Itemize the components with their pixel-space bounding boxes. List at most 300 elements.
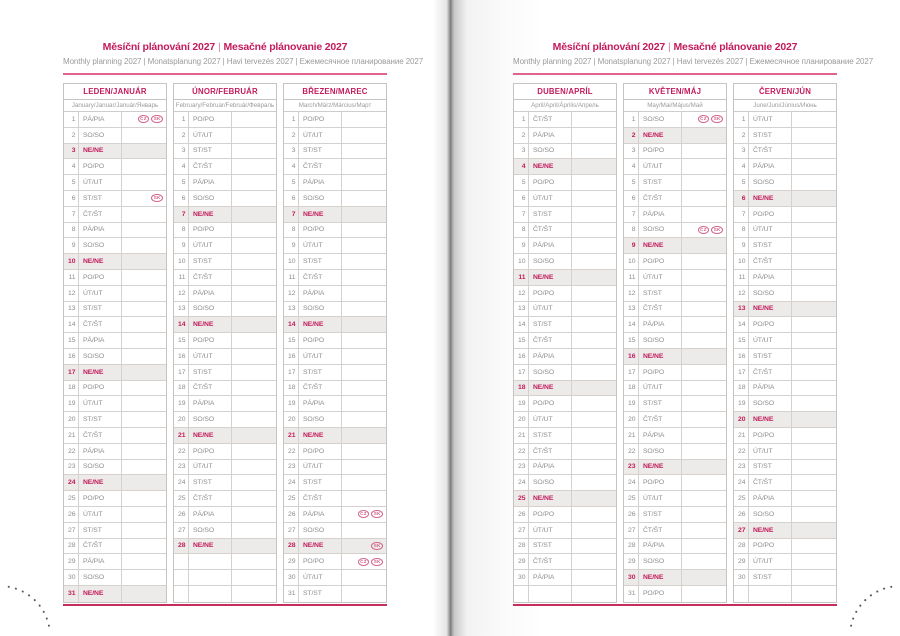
day-name: ČT/ŠT: [299, 381, 342, 396]
notes-cell: [122, 491, 166, 506]
day-row: [64, 475, 166, 491]
day-name: SO/SO: [529, 365, 572, 380]
day-row: [624, 333, 726, 349]
day-number: 21: [624, 428, 639, 443]
notes-cell: [342, 159, 386, 174]
day-row: [734, 128, 836, 144]
notes-cell: [122, 428, 166, 443]
day-name: PO/PO: [639, 144, 682, 159]
month-name: ÚNOR/FEBRUÁR: [174, 84, 276, 100]
notes-cell: [682, 286, 726, 301]
notes-cell: [122, 396, 166, 411]
day-row: [174, 128, 276, 144]
day-number: 28: [284, 539, 299, 554]
notes-cell: [572, 460, 616, 475]
month-column-2: [173, 83, 277, 603]
day-row: [64, 270, 166, 286]
notes-cell: [122, 270, 166, 285]
notes-cell: [572, 144, 616, 159]
day-number: 27: [64, 523, 79, 538]
notes-cell: [572, 475, 616, 490]
day-name: ST/ST: [749, 238, 792, 253]
day-number: 17: [514, 365, 529, 380]
day-name: PO/PO: [749, 317, 792, 332]
day-name: ČT/ŠT: [639, 302, 682, 317]
day-number: 27: [624, 523, 639, 538]
day-number: 27: [734, 523, 749, 538]
title-slovak: Mesačné plánovanie 2027: [223, 41, 348, 53]
day-name: PÁ/PIA: [299, 507, 342, 522]
day-number: 23: [284, 460, 299, 475]
empty-row: [734, 586, 836, 602]
day-number: 22: [284, 444, 299, 459]
day-number: 23: [734, 460, 749, 475]
empty-row: [174, 586, 276, 602]
day-row: [284, 570, 386, 586]
day-name: PO/PO: [639, 365, 682, 380]
day-number: 24: [624, 475, 639, 490]
day-name: PÁ/PIA: [529, 238, 572, 253]
day-row: [514, 491, 616, 507]
notes-cell: [342, 460, 386, 475]
day-number: 1: [174, 112, 189, 127]
day-number: 2: [64, 128, 79, 143]
day-number: 11: [734, 270, 749, 285]
day-number: 14: [624, 317, 639, 332]
day-row: [284, 428, 386, 444]
notes-cell: [342, 333, 386, 348]
day-row: [514, 539, 616, 555]
day-number: 5: [64, 175, 79, 190]
day-number: 15: [64, 333, 79, 348]
day-name: SO/SO: [639, 333, 682, 348]
day-number: 11: [284, 270, 299, 285]
day-name: NE/NE: [529, 381, 572, 396]
page-right: [450, 0, 900, 636]
day-number: 19: [734, 396, 749, 411]
holiday-badge-cz: CZ: [698, 115, 710, 123]
month-rows: [624, 112, 726, 602]
day-number: 5: [174, 175, 189, 190]
day-number: 28: [734, 539, 749, 554]
notes-cell: [342, 554, 386, 569]
day-name: PÁ/PIA: [529, 128, 572, 143]
day-row: [64, 523, 166, 539]
day-row: [624, 128, 726, 144]
notes-cell: [572, 286, 616, 301]
notes-cell: [572, 270, 616, 285]
day-number: 7: [284, 207, 299, 222]
notes-cell: [232, 270, 276, 285]
notes-cell: [792, 539, 836, 554]
day-row: [284, 128, 386, 144]
notes-cell: [122, 144, 166, 159]
notes-cell: [232, 460, 276, 475]
notes-cell: [792, 144, 836, 159]
notes-cell: [232, 112, 276, 127]
day-name: SO/SO: [299, 523, 342, 538]
title-slovak: Mesačné plánovanie 2027: [673, 41, 798, 53]
day-row: [64, 207, 166, 223]
day-number: 19: [514, 396, 529, 411]
day-row: [624, 412, 726, 428]
holiday-badge-sk: SK: [151, 194, 163, 202]
day-row: [734, 207, 836, 223]
day-number: 13: [514, 302, 529, 317]
title-divider-rule: [63, 73, 387, 75]
day-row: [514, 302, 616, 318]
day-row: [734, 159, 836, 175]
notes-cell: [122, 554, 166, 569]
day-number: 25: [514, 491, 529, 506]
day-number: 8: [64, 223, 79, 238]
day-row: [284, 475, 386, 491]
day-number: 6: [284, 191, 299, 206]
day-number: 9: [514, 238, 529, 253]
day-row: [174, 365, 276, 381]
day-row: [64, 539, 166, 555]
day-number: 26: [734, 507, 749, 522]
day-row: [624, 570, 726, 586]
notes-cell: [342, 365, 386, 380]
day-row: [174, 475, 276, 491]
day-number: 22: [514, 444, 529, 459]
day-name: ČT/ŠT: [189, 381, 232, 396]
day-row: [284, 238, 386, 254]
notes-cell: [572, 554, 616, 569]
day-name: ČT/ŠT: [749, 144, 792, 159]
day-number: 25: [624, 491, 639, 506]
day-name: PÁ/PIA: [189, 396, 232, 411]
day-row: [734, 491, 836, 507]
day-name: PO/PO: [299, 444, 342, 459]
notes-cell: [682, 491, 726, 506]
notes-cell: [232, 381, 276, 396]
notes-cell: [342, 570, 386, 585]
day-name: ČT/ŠT: [529, 223, 572, 238]
day-name: SO/SO: [529, 254, 572, 269]
day-number: 27: [174, 523, 189, 538]
day-number: 8: [514, 223, 529, 238]
notes-cell: [792, 412, 836, 427]
day-name: PO/PO: [79, 491, 122, 506]
day-name: ÚT/UT: [639, 159, 682, 174]
day-name: SO/SO: [299, 412, 342, 427]
day-row: [64, 460, 166, 476]
day-number: 4: [624, 159, 639, 174]
day-name: ST/ST: [79, 523, 122, 538]
notes-cell: [232, 207, 276, 222]
day-number: 8: [624, 223, 639, 238]
day-number: 10: [64, 254, 79, 269]
day-name: ST/ST: [79, 302, 122, 317]
day-name: SO/SO: [639, 444, 682, 459]
day-number: 24: [514, 475, 529, 490]
day-name: ST/ST: [749, 128, 792, 143]
day-number: 20: [624, 412, 639, 427]
day-name: NE/NE: [299, 207, 342, 222]
day-number: 17: [284, 365, 299, 380]
month-subname: June/Juni/Június/Июнь: [734, 100, 836, 112]
notes-cell: [792, 381, 836, 396]
day-name: ÚT/UT: [79, 507, 122, 522]
day-row: [624, 270, 726, 286]
notes-cell: [682, 254, 726, 269]
day-name: PÁ/PIA: [79, 444, 122, 459]
day-row: [174, 333, 276, 349]
day-row: [624, 381, 726, 397]
day-row: [734, 254, 836, 270]
notes-cell: [682, 523, 726, 538]
day-number: 11: [514, 270, 529, 285]
day-number: 7: [734, 207, 749, 222]
day-row: [284, 396, 386, 412]
day-number: 10: [734, 254, 749, 269]
day-name: NE/NE: [749, 302, 792, 317]
notes-cell: [792, 365, 836, 380]
notes-cell: [572, 396, 616, 411]
day-name: SO/SO: [79, 460, 122, 475]
day-row: [64, 159, 166, 175]
notes-cell: [572, 444, 616, 459]
month-subname: February/Februar/Február/Февраль: [174, 100, 276, 112]
day-name: ST/ST: [79, 412, 122, 427]
day-name: [189, 570, 232, 585]
notes-cell: [792, 475, 836, 490]
day-number: 30: [64, 570, 79, 585]
day-row: [734, 396, 836, 412]
notes-cell: [682, 460, 726, 475]
day-name: ČT/ŠT: [79, 317, 122, 332]
notes-cell: [792, 444, 836, 459]
notes-cell: [792, 175, 836, 190]
day-name: ST/ST: [299, 144, 342, 159]
day-name: NE/NE: [299, 317, 342, 332]
day-row: [624, 302, 726, 318]
day-name: NE/NE: [79, 365, 122, 380]
holiday-badge-sk: SK: [371, 558, 383, 566]
day-row: [514, 412, 616, 428]
notes-cell: [342, 302, 386, 317]
day-number: 6: [624, 191, 639, 206]
day-row: [64, 396, 166, 412]
day-name: ST/ST: [299, 365, 342, 380]
day-row: [734, 365, 836, 381]
day-name: ST/ST: [299, 586, 342, 602]
day-number: 14: [284, 317, 299, 332]
notes-cell: [342, 428, 386, 443]
month-subname: April/April/Április/Апрель: [514, 100, 616, 112]
day-number: 5: [624, 175, 639, 190]
day-number: 28: [514, 539, 529, 554]
day-name: ST/ST: [639, 507, 682, 522]
day-number: 29: [284, 554, 299, 569]
day-number: 16: [64, 349, 79, 364]
day-number: 12: [514, 286, 529, 301]
day-name: PÁ/PIA: [79, 223, 122, 238]
month-name: DUBEN/APRÍL: [514, 84, 616, 100]
day-number: 5: [284, 175, 299, 190]
notes-cell: [232, 396, 276, 411]
day-number: 24: [734, 475, 749, 490]
day-name: NE/NE: [639, 460, 682, 475]
day-name: ČT/ŠT: [299, 159, 342, 174]
day-row: [734, 523, 836, 539]
notes-cell: [682, 586, 726, 602]
notes-cell: [792, 238, 836, 253]
day-row: [284, 159, 386, 175]
day-number: 15: [514, 333, 529, 348]
notes-cell: [342, 128, 386, 143]
month-rows: [174, 112, 276, 602]
day-name: SO/SO: [639, 223, 682, 238]
day-row: [734, 270, 836, 286]
day-number: 21: [174, 428, 189, 443]
day-number: 11: [174, 270, 189, 285]
day-row: [284, 254, 386, 270]
notes-cell: [572, 238, 616, 253]
day-number: 19: [174, 396, 189, 411]
notes-cell: [342, 175, 386, 190]
day-number: 9: [64, 238, 79, 253]
day-row: [284, 507, 386, 523]
notes-cell: [682, 333, 726, 348]
day-name: SO/SO: [529, 475, 572, 490]
notes-cell: [232, 570, 276, 585]
day-row: [734, 460, 836, 476]
day-name: ST/ST: [79, 191, 122, 206]
month-rows: [64, 112, 166, 602]
day-row: [284, 365, 386, 381]
month-column-1: [63, 83, 167, 603]
day-row: [64, 112, 166, 128]
day-number: 21: [734, 428, 749, 443]
notes-cell: [572, 349, 616, 364]
day-row: [734, 428, 836, 444]
notes-cell: [792, 570, 836, 585]
day-number: [514, 586, 529, 602]
day-row: [734, 539, 836, 555]
day-row: [624, 207, 726, 223]
day-number: 7: [624, 207, 639, 222]
day-number: 22: [624, 444, 639, 459]
day-name: ÚT/UT: [79, 175, 122, 190]
notes-cell: [572, 207, 616, 222]
day-row: [284, 223, 386, 239]
day-number: 15: [174, 333, 189, 348]
day-number: 9: [174, 238, 189, 253]
day-name: ČT/ŠT: [79, 428, 122, 443]
day-row: [514, 507, 616, 523]
holiday-badge-sk: SK: [151, 115, 163, 123]
day-row: [64, 254, 166, 270]
day-row: [284, 286, 386, 302]
notes-cell: [122, 570, 166, 585]
day-name: PO/PO: [79, 159, 122, 174]
notes-cell: [232, 238, 276, 253]
day-name: ÚT/UT: [299, 128, 342, 143]
day-row: [64, 128, 166, 144]
notes-cell: [682, 444, 726, 459]
day-row: [284, 270, 386, 286]
notes-cell: [682, 554, 726, 569]
day-row: [174, 507, 276, 523]
notes-cell: [682, 128, 726, 143]
day-number: 3: [174, 144, 189, 159]
day-name: ÚT/UT: [189, 128, 232, 143]
day-row: [734, 554, 836, 570]
day-name: PÁ/PIA: [189, 507, 232, 522]
day-row: [624, 507, 726, 523]
day-number: 1: [624, 112, 639, 127]
day-row: [514, 349, 616, 365]
day-row: [64, 333, 166, 349]
notes-cell: [792, 317, 836, 332]
day-row: [514, 270, 616, 286]
day-row: [624, 444, 726, 460]
day-name: PO/PO: [749, 428, 792, 443]
notes-cell: [682, 396, 726, 411]
day-name: PÁ/PIA: [529, 460, 572, 475]
day-number: 24: [64, 475, 79, 490]
day-name: PÁ/PIA: [299, 286, 342, 301]
day-name: ÚT/UT: [299, 349, 342, 364]
notes-cell: [572, 570, 616, 585]
day-number: 27: [284, 523, 299, 538]
notes-cell: [122, 412, 166, 427]
day-number: 18: [734, 381, 749, 396]
day-row: [64, 238, 166, 254]
day-number: [174, 570, 189, 585]
month-rows: [284, 112, 386, 602]
day-name: PO/PO: [639, 586, 682, 602]
day-name: NE/NE: [79, 144, 122, 159]
day-number: 12: [64, 286, 79, 301]
day-number: 30: [624, 570, 639, 585]
notes-cell: [572, 302, 616, 317]
day-row: [624, 586, 726, 602]
day-name: ČT/ŠT: [189, 491, 232, 506]
month-rows: [734, 112, 836, 602]
day-row: [734, 507, 836, 523]
day-row: [514, 238, 616, 254]
day-row: [174, 270, 276, 286]
notes-cell: [682, 302, 726, 317]
notes-cell: [232, 159, 276, 174]
day-row: [624, 144, 726, 160]
day-row: [174, 491, 276, 507]
day-row: [514, 317, 616, 333]
day-row: [624, 238, 726, 254]
title-czech: Měsíční plánování 2027: [552, 41, 665, 53]
day-number: 21: [514, 428, 529, 443]
day-name: PÁ/PIA: [299, 396, 342, 411]
day-name: ČT/ŠT: [189, 159, 232, 174]
day-name: PÁ/PIA: [639, 539, 682, 554]
day-name: PO/PO: [529, 507, 572, 522]
day-name: NE/NE: [299, 428, 342, 443]
day-row: [174, 159, 276, 175]
day-name: PO/PO: [639, 475, 682, 490]
day-row: [64, 412, 166, 428]
month-name: ČERVEN/JÚN: [734, 84, 836, 100]
day-name: NE/NE: [189, 207, 232, 222]
notes-cell: [792, 396, 836, 411]
day-name: ÚT/UT: [749, 333, 792, 348]
day-row: [174, 302, 276, 318]
day-name: SO/SO: [189, 412, 232, 427]
day-row: [64, 144, 166, 160]
